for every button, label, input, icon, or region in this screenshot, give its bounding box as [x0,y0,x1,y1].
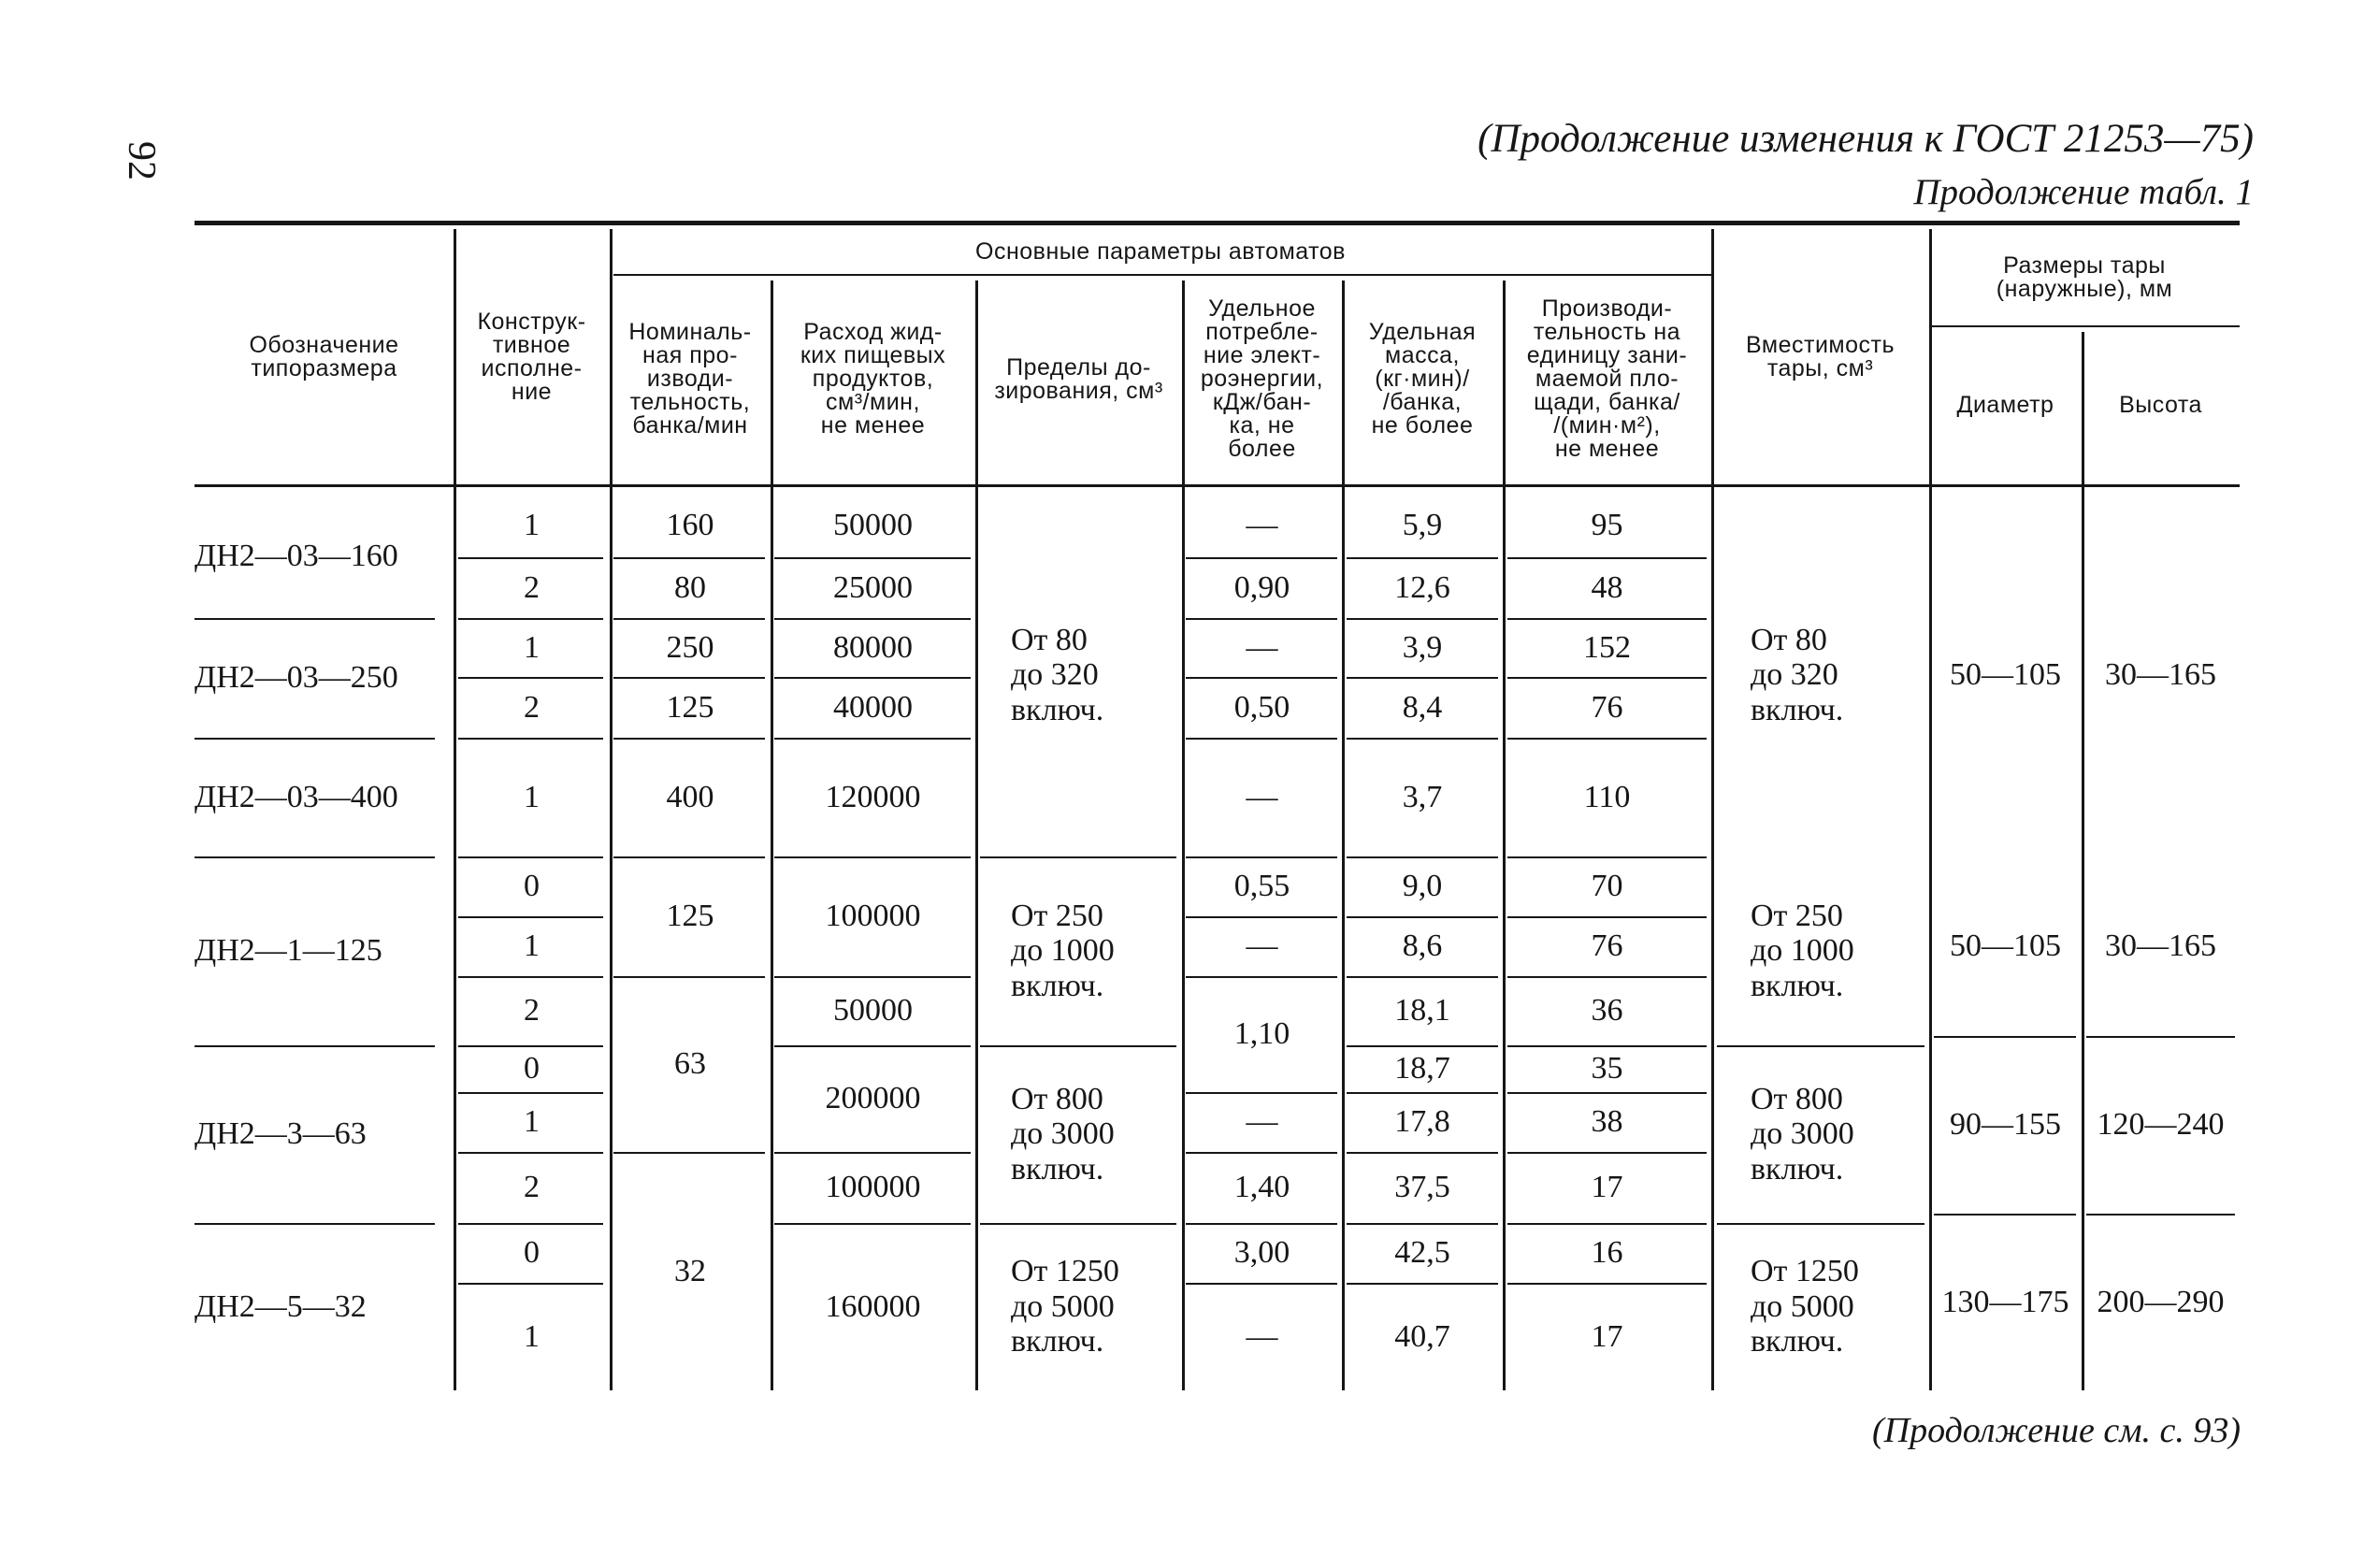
container-capacity-cell: От 80 до 320 включ. [1751,622,1844,727]
height-cell: 30—165 [2105,928,2216,963]
mass-cell: 42,5 [1394,1235,1450,1270]
design-variant-cell: 1 [524,779,540,814]
consumption-cell: 50000 [833,993,913,1028]
design-variant-cell: 0 [524,1235,540,1270]
productivity-cell: 80 [674,569,706,605]
energy-cell: 0,90 [1233,569,1290,605]
col-header-mass: Удельная масса, (кг·мин)/ /банка, не более [1368,319,1477,439]
height-cell: 200—290 [2097,1284,2225,1319]
designation-cell: ДН2—03—160 [195,538,398,573]
mass-cell: 37,5 [1394,1170,1450,1204]
area-productivity-cell: 70 [1591,869,1623,903]
consumption-cell: 100000 [825,1170,921,1204]
mass-cell: 5,9 [1402,508,1443,542]
height-cell: 120—240 [2097,1107,2225,1142]
design-variant-cell: 0 [524,1051,540,1086]
diameter-cell: 90—155 [1950,1107,2061,1142]
col-header-design-variant: Конструк- тивное исполне- ние [477,308,586,405]
col-header-container-capacity: Вместимость тары, см³ [1746,331,1895,381]
mass-cell: 3,9 [1402,629,1443,665]
diameter-cell: 130—175 [1941,1284,2069,1319]
diameter-cell: 50—105 [1950,657,2061,692]
area-productivity-cell: 152 [1583,629,1631,665]
mass-cell: 9,0 [1402,869,1443,903]
area-productivity-cell: 76 [1591,689,1623,725]
design-variant-cell: 1 [524,1318,540,1354]
rule-line [195,221,2240,225]
mass-cell: 8,4 [1402,689,1443,725]
col-header-main-parameters: Основные параметры автоматов [975,237,1346,265]
col-header-dosing-limits: Пределы до- зирования, см³ [994,353,1163,404]
dosing-limits-cell: От 250 до 1000 включ. [1011,898,1115,1003]
col-header-diameter: Диаметр [1956,391,2054,418]
energy-cell: — [1246,1104,1278,1139]
area-productivity-cell: 35 [1591,1051,1623,1086]
container-capacity-cell: От 1250 до 5000 включ. [1751,1254,1859,1359]
continuation-footer: (Продолжение см. с. 93) [1871,1411,2241,1450]
designation-cell: ДН2—1—125 [195,933,382,968]
area-productivity-cell: 95 [1591,508,1623,542]
area-productivity-cell: 17 [1591,1170,1623,1204]
diameter-cell: 50—105 [1950,928,2061,963]
energy-cell: 1,10 [1233,1016,1290,1051]
consumption-cell: 100000 [825,899,921,933]
designation-cell: ДН2—5—32 [195,1288,367,1324]
energy-cell: — [1246,779,1278,814]
productivity-cell: 125 [666,899,714,933]
mass-cell: 12,6 [1394,569,1450,605]
energy-cell: 0,55 [1233,869,1290,903]
consumption-cell: 80000 [833,629,913,665]
table-continuation-label: Продолжение табл. 1 [1913,172,2254,212]
design-variant-cell: 1 [524,629,540,665]
area-productivity-cell: 17 [1591,1318,1623,1354]
consumption-cell: 50000 [833,508,913,542]
consumption-cell: 160000 [825,1288,921,1324]
energy-cell: 3,00 [1233,1235,1290,1270]
mass-cell: 17,8 [1394,1104,1450,1139]
area-productivity-cell: 110 [1583,779,1631,814]
energy-cell: — [1246,928,1278,963]
design-variant-cell: 2 [524,1170,540,1204]
height-cell: 30—165 [2105,657,2216,692]
productivity-cell: 400 [666,779,714,814]
area-productivity-cell: 38 [1591,1104,1623,1139]
energy-cell: — [1246,1318,1278,1354]
dosing-limits-cell: От 80 до 320 включ. [1011,622,1104,727]
col-header-container-size: Размеры тары (наружные), мм [1996,252,2173,302]
mass-cell: 18,7 [1394,1051,1450,1086]
productivity-cell: 63 [674,1046,706,1081]
container-capacity-cell: От 250 до 1000 включ. [1751,898,1854,1003]
productivity-cell: 250 [666,629,714,665]
rule-line [195,484,2240,487]
productivity-cell: 160 [666,508,714,542]
productivity-cell: 32 [674,1253,706,1288]
consumption-cell: 200000 [825,1081,921,1115]
design-variant-cell: 0 [524,869,540,903]
container-capacity-cell: От 800 до 3000 включ. [1751,1081,1854,1187]
area-productivity-cell: 48 [1591,569,1623,605]
designation-cell: ДН2—03—400 [195,779,398,814]
area-productivity-cell: 16 [1591,1235,1623,1270]
consumption-cell: 40000 [833,689,913,725]
mass-cell: 8,6 [1402,928,1443,963]
consumption-cell: 25000 [833,569,913,605]
design-variant-cell: 2 [524,993,540,1028]
design-variant-cell: 1 [524,928,540,963]
col-header-consumption: Расход жид- ких пищевых продуктов, см³/мин, не менее [800,319,946,439]
col-header-energy: Удельное потребле- ние элект- роэнергии, кДж/бан- ка, не более [1200,295,1324,462]
design-variant-cell: 2 [524,689,540,725]
design-variant-cell: 1 [524,1104,540,1139]
col-header-height: Высота [2119,391,2202,418]
running-header: (Продолжение изменения к ГОСТ 21253—75) [1478,117,2254,161]
area-productivity-cell: 76 [1591,928,1623,963]
productivity-cell: 125 [666,689,714,725]
energy-cell: 1,40 [1233,1170,1290,1204]
col-header-productivity: Номиналь- ная про- изводи- тельность, банка/мин [628,319,752,439]
designation-cell: ДН2—3—63 [195,1116,367,1151]
dosing-limits-cell: От 1250 до 5000 включ. [1011,1254,1119,1359]
col-header-area-productivity: Производи- тельность на единицу зани- маемой пло- щади, банка/ /(мин·м²), не менее [1526,295,1688,462]
page-number: 92 [120,141,163,180]
designation-cell: ДН2—03—250 [195,660,398,695]
mass-cell: 3,7 [1402,779,1443,814]
mass-cell: 40,7 [1394,1318,1450,1354]
design-variant-cell: 2 [524,569,540,605]
area-productivity-cell: 36 [1591,993,1623,1028]
energy-cell: 0,50 [1233,689,1290,725]
energy-cell: — [1246,629,1278,665]
energy-cell: — [1246,508,1278,542]
col-header-designation: Обозначение типоразмера [249,331,399,381]
consumption-cell: 120000 [825,779,921,814]
mass-cell: 18,1 [1394,993,1450,1028]
dosing-limits-cell: От 800 до 3000 включ. [1011,1081,1115,1187]
design-variant-cell: 1 [524,508,540,542]
